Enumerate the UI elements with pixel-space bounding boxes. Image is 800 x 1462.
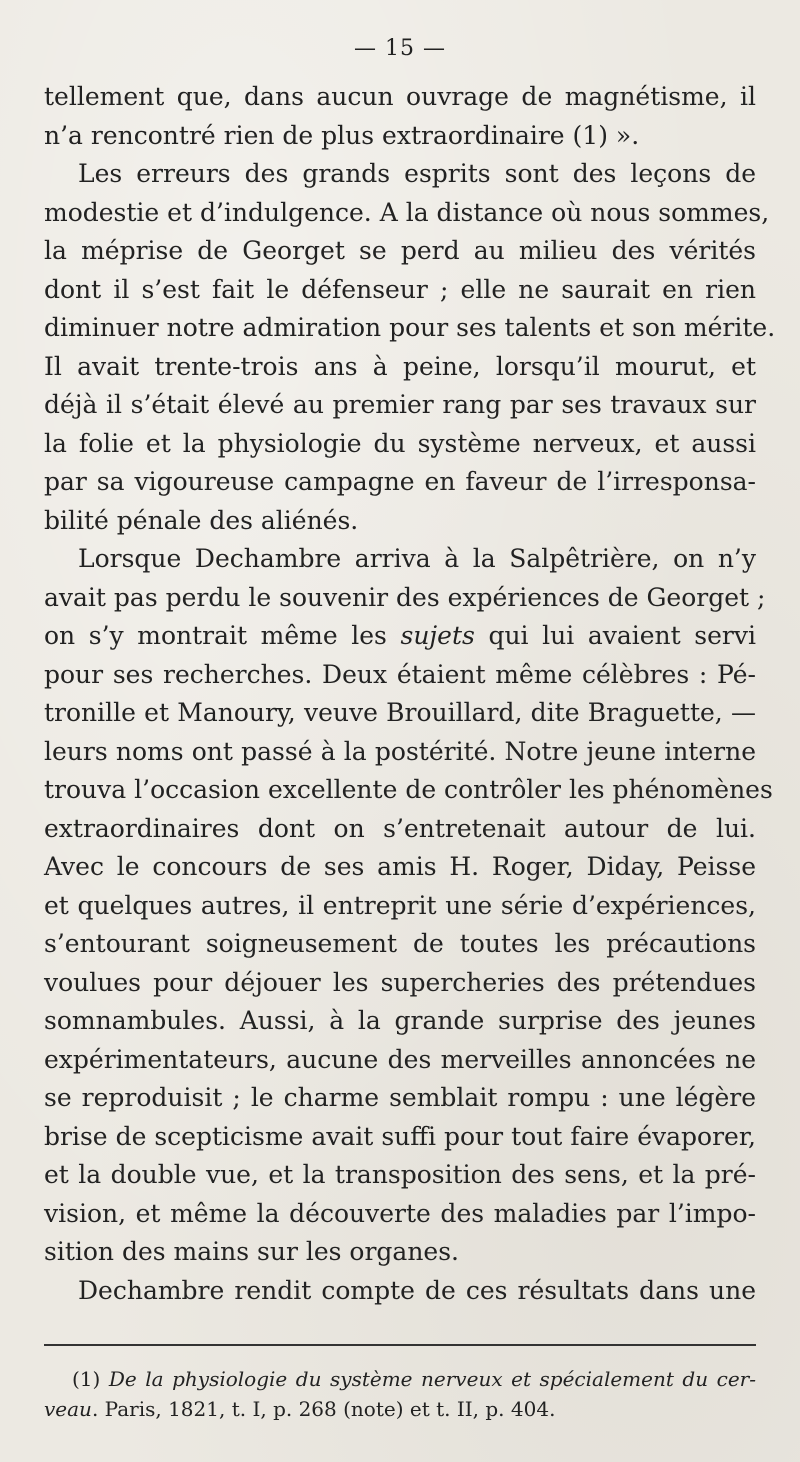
text-line: la folie et la physiologie du système nerveux, et aussi bbox=[44, 428, 756, 458]
text-line: brise de scepticisme avait suffi pour tout faire évaporer, bbox=[44, 1121, 756, 1151]
text-line: n’a rencontré rien de plus extraordinaire (1) ». bbox=[44, 120, 640, 150]
text-segment: qui lui avaient servi bbox=[474, 621, 756, 650]
footnote-line bbox=[44, 1394, 756, 1424]
text-line: diminuer notre admiration pour ses talents et son mérite. bbox=[44, 313, 776, 342]
text-line: déjà il s’était élevé au premier rang par ses travaux sur bbox=[44, 390, 756, 419]
text-line: somnambules. Aussi, à la grande surprise des jeunes bbox=[44, 1006, 756, 1035]
text-line: expérimentateurs, aucune des merveilles annoncées ne bbox=[44, 1044, 756, 1074]
footnote-title-end: veau bbox=[44, 1397, 92, 1421]
text-line: extraordinaires dont on s’entretenait autour de lui. bbox=[44, 813, 756, 843]
text-line: leurs noms ont passé à la postérité. Notre jeune interne bbox=[44, 736, 756, 766]
footnote-separator bbox=[44, 1344, 756, 1346]
text-line: la méprise de Georget se perd au milieu des vérités bbox=[44, 236, 756, 265]
text-line: sition des mains sur les organes. bbox=[44, 1237, 460, 1266]
text-line: Dechambre rendit compte de ces résultats dans une bbox=[78, 1275, 756, 1305]
text-line bbox=[44, 617, 756, 656]
text-line: et la double vue, et la transposition des sens, et la pré- bbox=[44, 1160, 756, 1189]
footnote bbox=[44, 1364, 756, 1424]
text-line: tronille et Manoury, veuve Brouillard, dite Braguette, — bbox=[44, 698, 756, 727]
text-line: vision, et même la découverte des maladies par l’impo- bbox=[44, 1198, 756, 1228]
text-line: modestie et d’indulgence. A la distance où nous sommes, bbox=[44, 197, 770, 227]
text-line: dont il s’est fait le défenseur ; elle ne saurait en rien bbox=[44, 274, 756, 304]
page-number: — 15 — bbox=[354, 36, 446, 61]
text-line: par sa vigoureuse campagne en faveur de l’irresponsa- bbox=[44, 467, 756, 496]
text-segment: on s’y montrait même les bbox=[44, 621, 401, 650]
footnote-title-part: De la physiologie du système nerveux et spécialement du cer- bbox=[108, 1367, 756, 1391]
text-line: avait pas perdu le souvenir des expériences de Georget ; bbox=[44, 582, 766, 612]
text-line: Il avait trente-trois ans à peine, lorsqu’il mourut, et bbox=[44, 351, 756, 381]
text-line: s’entourant soigneusement de toutes les précautions bbox=[44, 929, 756, 958]
italic-word: sujets bbox=[400, 621, 475, 650]
text-line: tellement que, dans aucun ouvrage de magnétisme, il bbox=[44, 82, 756, 111]
text-line: Lorsque Dechambre arriva à la Salpêtrière, on n’y bbox=[78, 544, 756, 573]
footnote-reference: . Paris, 1821, t. I, p. 268 (note) et t. II, p. 404. bbox=[91, 1397, 556, 1421]
body-text bbox=[44, 78, 776, 1310]
text-line: pour ses recherches. Deux étaient même célèbres : Pé- bbox=[44, 659, 756, 689]
footnote-marker: (1) bbox=[72, 1367, 109, 1391]
text-line: et quelques autres, il entreprit une série d’expériences, bbox=[44, 890, 756, 920]
footnote-line bbox=[44, 1364, 756, 1394]
text-line: Les erreurs des grands esprits sont des leçons de bbox=[78, 159, 756, 188]
text-line: Avec le concours de ses amis H. Roger, Diday, Peisse bbox=[44, 852, 756, 881]
text-line: voulues pour déjouer les supercheries des prétendues bbox=[44, 967, 756, 997]
text-line: se reproduisit ; le charme semblait rompu : une légère bbox=[44, 1083, 756, 1112]
text-line: bilité pénale des aliénés. bbox=[44, 505, 359, 535]
text-line: trouva l’occasion excellente de contrôler les phénomènes bbox=[44, 775, 773, 804]
